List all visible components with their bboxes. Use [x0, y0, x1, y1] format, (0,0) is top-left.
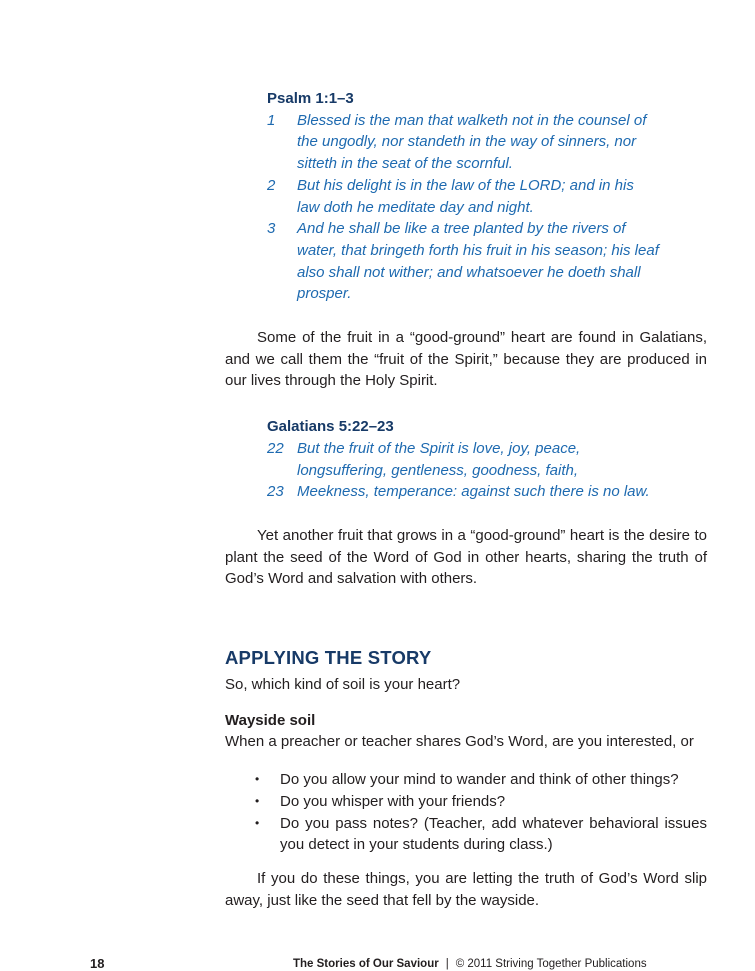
footer	[293, 958, 647, 970]
bullet-text: Do you whisper with your friends?	[280, 792, 506, 810]
page-content	[225, 0, 707, 911]
footer-copyright: © 2011 Striving Together Publications	[455, 958, 647, 970]
bullet-icon: •	[255, 815, 260, 830]
subsection-heading: Wayside soil	[225, 711, 316, 729]
verse-text: But the fruit of the Spirit is love, joy, peace, longsuffering, gentleness, goodness, faith,	[297, 439, 581, 479]
verse-row	[267, 110, 659, 175]
verse-number: 2	[267, 176, 276, 194]
body-paragraph: Some of the fruit in a “good-ground” heart are found in Galatians, and we call them the “fruit of the Spirit,” because they are produced in our lives through the Holy Spirit.	[225, 329, 707, 390]
bullet-icon: •	[255, 772, 260, 787]
bullet-text: Do you pass notes? (Teacher, add whatever behavioral issues you detect in your students during class.)	[280, 814, 707, 854]
scripture-block-psalm	[267, 88, 659, 305]
section-heading: APPLYING THE STORY	[225, 647, 432, 669]
verse-text: But his delight is in the law of the LORD; and in his law doth he meditate day and night.	[297, 176, 634, 216]
verse-text: And he shall be like a tree planted by the rivers of water, that bringeth forth his fruit in his season; his leaf also shall not wither; and whatsoever he doeth shall prosper.	[297, 220, 659, 303]
section-intro: So, which kind of soil is your heart?	[225, 676, 461, 694]
list-item	[225, 769, 707, 791]
list-item	[225, 813, 707, 856]
verse-number: 23	[267, 483, 284, 501]
bullet-text: Do you allow your mind to wander and think of other things?	[280, 771, 679, 789]
verse-number: 3	[267, 220, 276, 238]
bullet-list	[225, 769, 707, 856]
verse-row	[267, 481, 659, 503]
verse-row	[267, 175, 659, 218]
body-paragraph: Yet another fruit that grows in a “good-ground” heart is the desire to plant the seed of the Word of God in other hearts, sharing the truth of God’s Word and salvation with others.	[225, 526, 707, 588]
footer-book-title: The Stories of Our Saviour	[293, 958, 439, 970]
scripture-block-galatians	[267, 416, 659, 503]
list-item	[225, 791, 707, 813]
footer-separator: |	[445, 958, 449, 970]
page-number: 18	[90, 956, 105, 971]
verse-number: 1	[267, 111, 276, 129]
body-paragraph: If you do these things, you are letting the truth of God’s Word slip away, just like the seed that fell by the wayside.	[225, 869, 707, 909]
verse-text: Blessed is the man that walketh not in the counsel of the ungodly, nor standeth in the way of sinners, nor sitteth in the seat of the scornful.	[297, 111, 647, 173]
verse-row	[267, 218, 659, 305]
bullet-icon: •	[255, 793, 260, 808]
scripture-reference: Psalm 1:1–3	[267, 90, 354, 107]
scripture-reference: Galatians 5:22–23	[267, 418, 394, 436]
subsection-lead: When a preacher or teacher shares God’s Word, are you interested, or	[225, 733, 694, 751]
verse-row	[267, 438, 659, 481]
verse-number: 22	[267, 439, 284, 457]
verse-text: Meekness, temperance: against such there is no law.	[297, 483, 650, 501]
